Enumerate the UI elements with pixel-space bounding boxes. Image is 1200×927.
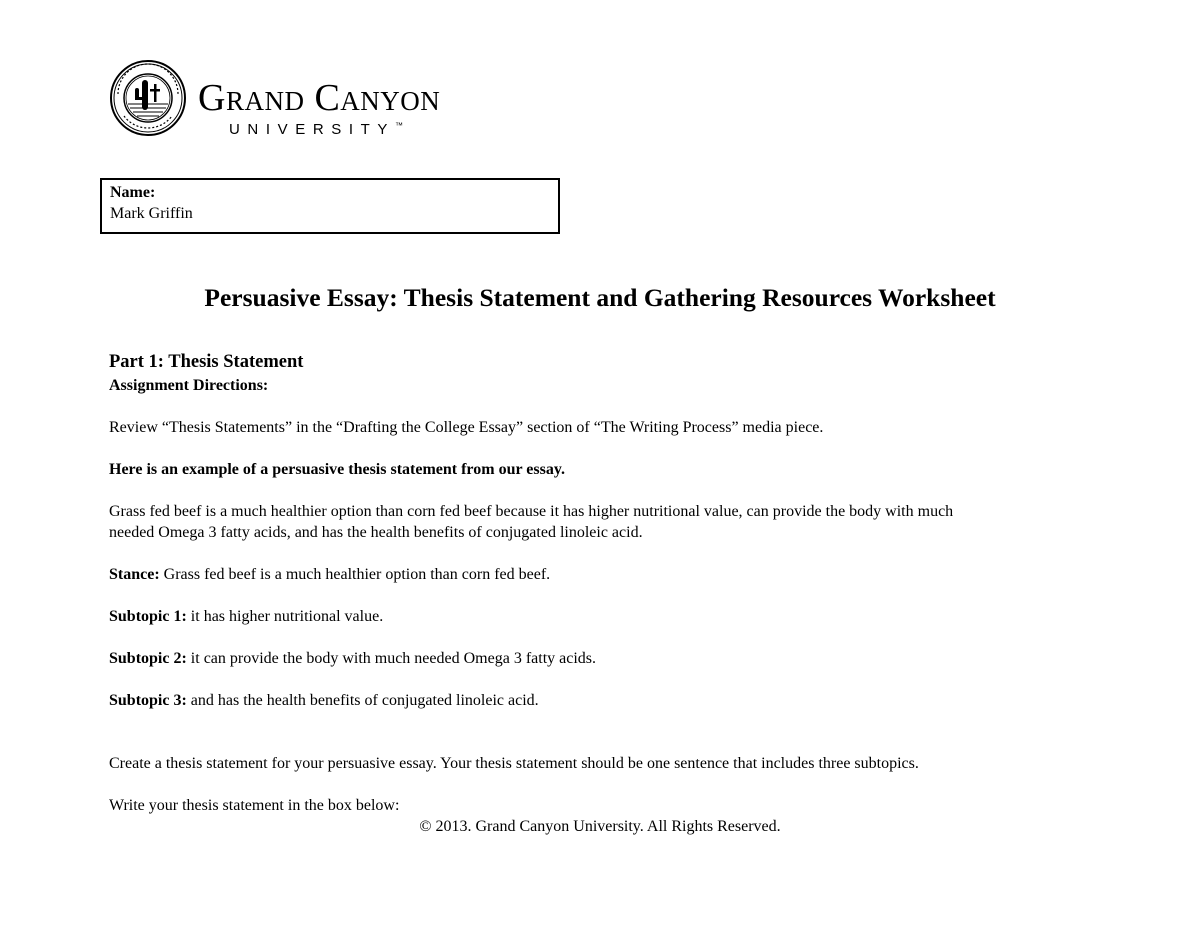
- wordmark-main: Grand Canyon: [198, 77, 441, 119]
- example-thesis-line2: needed Omega 3 fatty acids, and has the health benefits of conjugated linoleic acid.: [109, 524, 643, 541]
- name-box: [100, 178, 560, 234]
- name-label: Name:: [110, 184, 156, 201]
- subtopic3-label: Subtopic 3:: [109, 692, 187, 709]
- example-thesis-line1: Grass fed beef is a much healthier option than corn fed beef because it has higher nutritional value, can provide the body with much: [109, 503, 954, 520]
- gcu-logo: [108, 58, 488, 140]
- copyright-footer: © 2013. Grand Canyon University. All Rights Reserved.: [419, 818, 781, 835]
- subtopic3-text: and has the health benefits of conjugated linoleic acid.: [186, 692, 539, 709]
- subtopic1-label: Subtopic 1:: [109, 608, 187, 625]
- trademark-symbol: ™: [395, 121, 404, 130]
- worksheet-title: Persuasive Essay: Thesis Statement and Gathering Resources Worksheet: [204, 283, 996, 312]
- stance-text: Grass fed beef is a much healthier option than corn fed beef.: [159, 566, 551, 583]
- name-value: Mark Griffin: [110, 205, 193, 222]
- assignment-directions-label: Assignment Directions:: [109, 377, 269, 394]
- wordmark-sub: [229, 118, 440, 138]
- stance-label: Stance:: [109, 566, 160, 583]
- university-seal-icon: [108, 58, 188, 138]
- stance-line: [109, 564, 550, 585]
- subtopic2-label: Subtopic 2:: [109, 650, 187, 667]
- subtopic3-line: [109, 690, 539, 711]
- part1-heading: Part 1: Thesis Statement: [109, 352, 304, 372]
- example-intro: Here is an example of a persuasive thesis statement from our essay.: [109, 461, 565, 478]
- review-instruction: Review “Thesis Statements” in the “Drafting the College Essay” section of “The Writing Process” media piece.: [109, 419, 824, 436]
- create-instruction: Create a thesis statement for your persuasive essay. Your thesis statement should be one sentence that includes three subtopics.: [109, 755, 919, 772]
- wordmark-sub-text: UNIVERSITY: [229, 121, 396, 138]
- subtopic2-text: it can provide the body with much needed Omega 3 fatty acids.: [186, 650, 597, 667]
- subtopic2-line: [109, 648, 596, 669]
- subtopic1-text: it has higher nutritional value.: [186, 608, 384, 625]
- write-instruction: Write your thesis statement in the box below:: [109, 797, 400, 814]
- subtopic1-line: [109, 606, 383, 627]
- wordmark: [198, 78, 440, 138]
